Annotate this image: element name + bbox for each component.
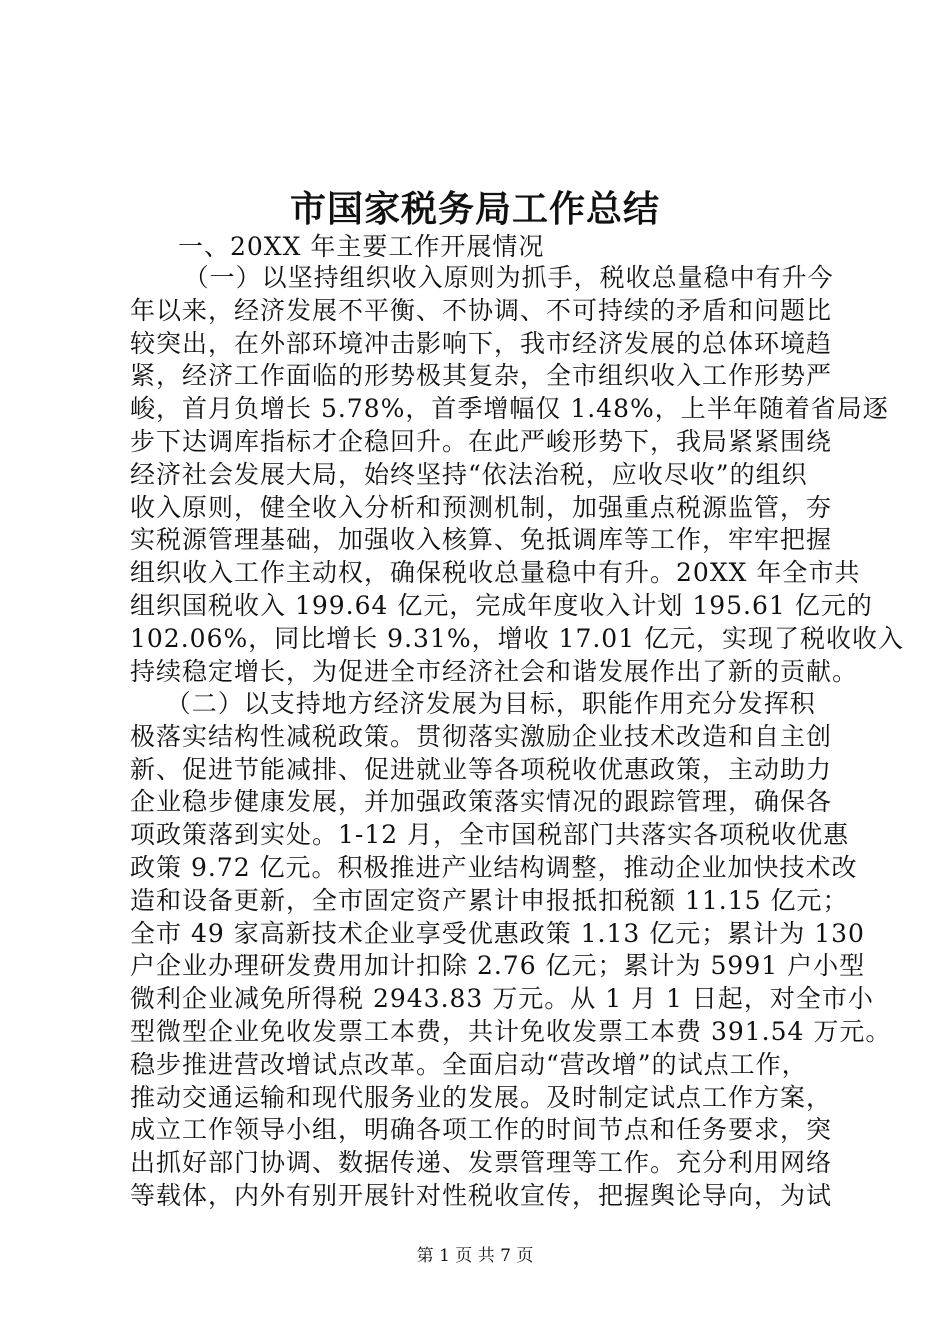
text-line: 持续稳定增长，为促进全市经济社会和谐发展作出了新的贡献。 [130,656,859,686]
document-title: 市国家税务局工作总结 [289,188,660,230]
text-line: 实税源管理基础，加强收入核算、免抵调库等工作，牢牢把握 [130,525,833,555]
text-line: （一）以坚持组织收入原则为抓手，税收总量稳中有升今 [130,263,834,292]
text-line: 微利企业减免所得税 2943.83 万元。从 1 月 1 日起，对全市小 [130,984,874,1014]
text-line: 收入原则，健全收入分析和预测机制，加强重点税源监管，夯 [130,492,833,522]
text-line: （二）以支持地方经济发展为目标，职能作用充分发挥积 [130,689,816,718]
text-line: 年以来，经济发展不平衡、不协调、不可持续的矛盾和问题比 [130,295,833,325]
text-line: 102.06%，同比增长 9.31%，增收 17.01 亿元，实现了税收收入 [130,623,905,653]
text-line: 较突出，在外部环境冲击影响下，我市经济发展的总体环境趋 [130,328,833,358]
text-line: 紧，经济工作面临的形势极其复杂，全市组织收入工作形势严 [130,361,833,391]
text-line: 组织收入工作主动权，确保税收总量稳中有升。20XX 年全市共 [130,558,861,588]
text-line: 成立工作领导小组，明确各项工作的时间节点和任务要求，突 [130,1115,833,1145]
text-line: 经济社会发展大局，始终坚持“依法治税，应收尽收”的组织 [130,459,808,489]
text-line: 新、促进节能减排、促进就业等各项税收优惠政策，主动助力 [130,754,833,784]
text-line: 步下达调库指标才企稳回升。在此严峻形势下，我局紧紧围绕 [130,426,833,456]
text-line: 峻，首月负增长 5.78%，首季增幅仅 1.48%，上半年随着省局逐 [130,394,889,424]
section-heading: 一、20XX 年主要工作开展情况 [178,232,545,261]
text-line: 户企业办理研发费用加计扣除 2.76 亿元；累计为 5991 户小型 [130,951,866,981]
page-footer: 第 1 页 共 7 页 [416,1246,534,1266]
text-line: 企业稳步健康发展，并加强政策落实情况的跟踪管理，确保各 [130,787,833,817]
text-line: 项政策落到实处。1-12 月，全市国税部门共落实各项税收优惠 [130,820,850,850]
text-line: 等载体，内外有别开展针对性税收宣传，把握舆论导向，为试 [130,1180,833,1210]
text-line: 极落实结构性减税政策。贯彻落实激励企业技术改造和自主创 [130,721,833,751]
text-line: 组织国税收入 199.64 亿元，完成年度收入计划 195.61 亿元的 [130,590,873,620]
text-line: 稳步推进营改增试点改革。全面启动“营改增”的试点工作， [130,1049,808,1079]
text-line: 型微型企业免收发票工本费，共计免收发票工本费 391.54 万元。 [130,1016,892,1046]
text-line: 全市 49 家高新技术企业享受优惠政策 1.13 亿元；累计为 130 [130,918,865,948]
text-line: 造和设备更新，全市固定资产累计申报抵扣税额 11.15 亿元； [130,885,849,915]
text-line: 政策 9.72 亿元。积极推进产业结构调整，推动企业加快技术改 [130,852,858,882]
paragraph-1 [130,262,905,688]
text-line: 出抓好部门协调、数据传递、发票管理等工作。充分利用网络 [130,1148,833,1178]
text-line: 推动交通运输和现代服务业的发展。及时制定试点工作方案， [130,1082,833,1112]
paragraph-2 [130,688,892,1213]
